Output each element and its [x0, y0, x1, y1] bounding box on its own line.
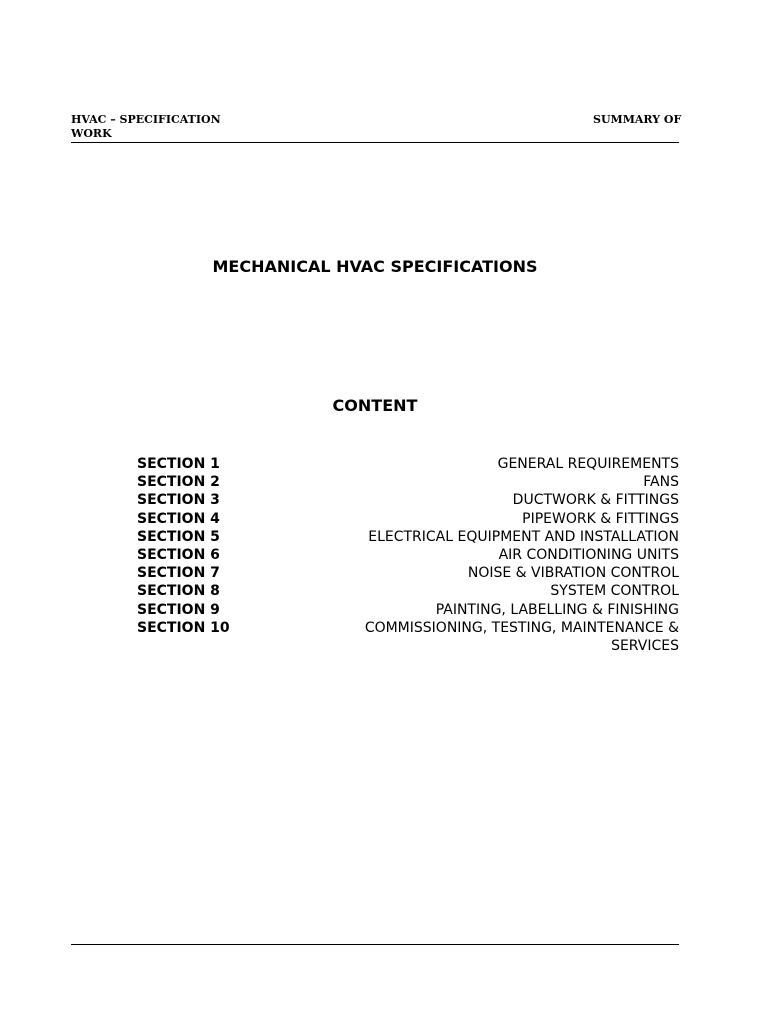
document-title: MECHANICAL HVAC SPECIFICATIONS [212, 257, 538, 276]
toc-section-title: COMMISSIONING, TESTING, MAINTENANCE & SERVICES [364, 619, 679, 655]
toc-row [137, 528, 679, 546]
toc-section-number: SECTION 8 [137, 583, 220, 600]
toc-row [137, 601, 679, 619]
page-header [71, 113, 682, 142]
toc-section-title: PIPEWORK & FITTINGS [522, 510, 679, 527]
header-right-text: SUMMARY OF [593, 113, 682, 126]
toc-section-number: SECTION 6 [137, 547, 220, 564]
toc-section-number: SECTION 7 [137, 565, 220, 582]
table-of-contents [137, 455, 679, 655]
header-left-text: HVAC – SPECIFICATION WORK [71, 113, 221, 140]
toc-section-number: SECTION 9 [137, 601, 220, 618]
toc-section-title: SYSTEM CONTROL [550, 583, 679, 600]
toc-section-title: NOISE & VIBRATION CONTROL [467, 565, 679, 582]
toc-row [137, 473, 679, 491]
toc-section-number: SECTION 2 [137, 474, 220, 491]
toc-row [137, 564, 679, 582]
toc-section-number: SECTION 4 [137, 510, 220, 527]
toc-section-number: SECTION 5 [137, 528, 220, 545]
toc-row [137, 455, 679, 473]
toc-section-title: ELECTRICAL EQUIPMENT AND INSTALLATION [368, 528, 679, 545]
toc-section-number: SECTION 1 [137, 456, 220, 472]
footer-divider [71, 944, 679, 945]
toc-section-title: AIR CONDITIONING UNITS [498, 547, 679, 564]
toc-row [137, 510, 679, 528]
toc-section-title: GENERAL REQUIREMENTS [497, 456, 679, 472]
toc-row [137, 491, 679, 509]
toc-row [137, 582, 679, 600]
header-divider [71, 142, 679, 143]
toc-row [137, 546, 679, 564]
toc-section-title: PAINTING, LABELLING & FINISHING [435, 601, 679, 618]
toc-section-number: SECTION 10 [137, 619, 230, 636]
toc-row [137, 619, 679, 655]
content-heading: CONTENT [332, 396, 418, 415]
toc-section-number: SECTION 3 [137, 492, 220, 509]
toc-section-title: FANS [643, 474, 679, 491]
toc-section-title: DUCTWORK & FITTINGS [512, 492, 679, 509]
